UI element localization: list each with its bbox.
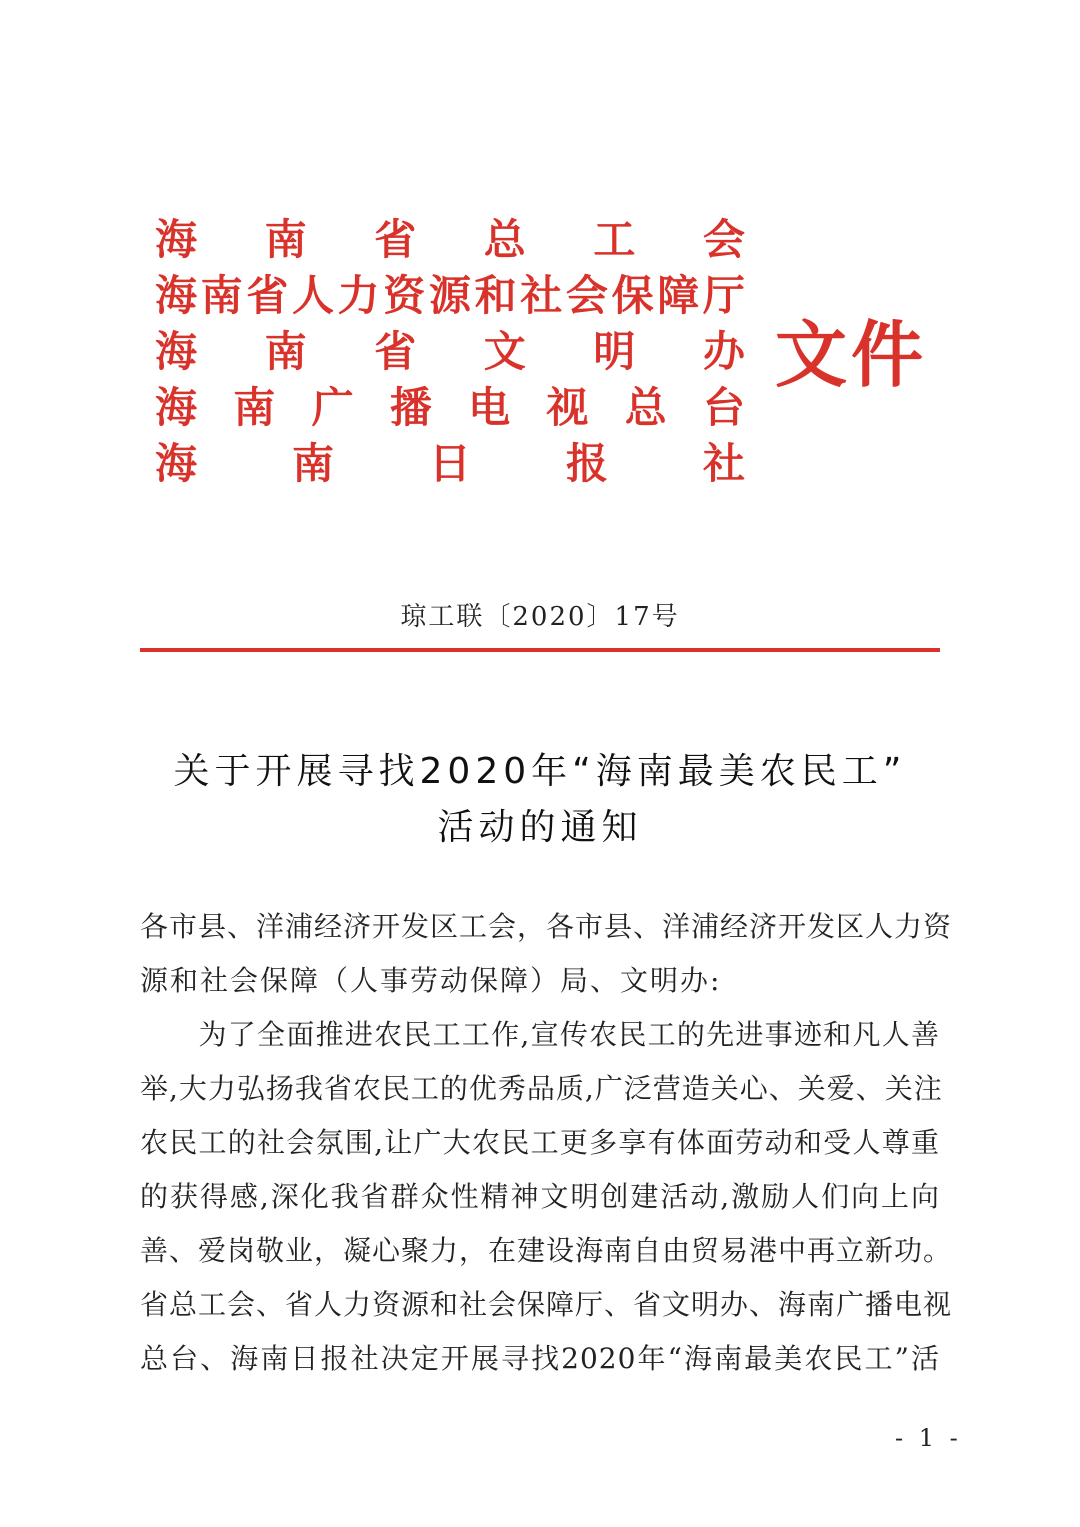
document-number: 琼工联〔2020〕17号 — [400, 602, 680, 632]
issuer-char: 南 — [264, 215, 307, 264]
issuer-char: 南 — [291, 439, 334, 488]
issuer-char: 广 — [311, 383, 354, 432]
document-type-label: 文件 — [775, 312, 928, 397]
issuer-char: 海 — [155, 383, 198, 432]
issuer-char: 和 — [474, 271, 517, 320]
issuer-char: 台 — [702, 383, 745, 432]
issuer-char: 南 — [233, 383, 276, 432]
issuer-char: 播 — [389, 383, 432, 432]
issuer-char: 海 — [155, 439, 198, 488]
issuer-char: 报 — [565, 439, 608, 488]
issuer-char: 会 — [702, 215, 745, 264]
body-line: 举,大力弘扬我省农民工的优秀品质,广泛营造关心、关爱、关注 — [140, 1072, 943, 1105]
issuer-char: 力 — [337, 271, 380, 320]
red-divider — [140, 648, 940, 652]
issuer-line-2 — [155, 268, 745, 324]
issuer-char: 文 — [483, 327, 526, 376]
issuer-char: 省 — [374, 215, 417, 264]
issuer-char: 工 — [593, 215, 636, 264]
body-line: 总台、海南日报社决定开展寻找2020年“海南最美农民工”活 — [140, 1342, 940, 1375]
issuer-char: 社 — [520, 271, 563, 320]
issuer-line-3 — [155, 324, 745, 380]
body-line: 农民工的社会氛围,让广大农民工更多享有体面劳动和受人尊重 — [140, 1126, 940, 1159]
document-title — [0, 744, 1080, 856]
issuer-char: 源 — [428, 271, 471, 320]
issuer-char: 海 — [155, 327, 198, 376]
title-line-1: 关于开展寻找2020年“海南最美农民工” — [173, 751, 907, 792]
body-line: 省总工会、省人力资源和社会保障厅、省文明办、海南广播电视 — [140, 1288, 953, 1321]
issuer-char: 明 — [593, 327, 636, 376]
issuer-char: 海 — [155, 271, 198, 320]
page-number: - 1 - — [895, 1424, 962, 1452]
document-body — [140, 900, 953, 1386]
issuer-line-4 — [155, 380, 745, 436]
issuer-char: 资 — [383, 271, 426, 320]
issuer-char: 省 — [374, 327, 417, 376]
issuer-line-5 — [155, 436, 745, 492]
body-line: 源和社会保障（人事劳动保障）局、文明办: — [140, 964, 722, 997]
issuer-char: 总 — [483, 215, 526, 264]
issuer-char: 视 — [546, 383, 589, 432]
issuer-char: 省 — [246, 271, 289, 320]
issuer-char: 电 — [468, 383, 511, 432]
issuer-char: 日 — [428, 439, 471, 488]
issuer-char: 保 — [611, 271, 654, 320]
issuer-char: 总 — [624, 383, 667, 432]
issuer-char: 海 — [155, 215, 198, 264]
title-line-2: 活动的通知 — [437, 807, 643, 848]
issuer-char: 厅 — [702, 271, 745, 320]
issuer-char: 障 — [657, 271, 700, 320]
issuer-char: 办 — [702, 327, 745, 376]
issuer-line-1 — [155, 212, 745, 268]
body-line: 善、爱岗敬业，凝心聚力，在建设海南自由贸易港中再立新功。 — [140, 1234, 953, 1267]
issuer-char: 社 — [702, 439, 745, 488]
issuer-char: 南 — [264, 327, 307, 376]
body-line: 的获得感,深化我省群众性精神文明创建活动,激励人们向上向 — [140, 1180, 940, 1213]
body-line: 为了全面推进农民工工作,宣传农民工的先进事迹和凡人善 — [140, 1018, 940, 1051]
issuer-char: 会 — [565, 271, 608, 320]
issuer-char: 人 — [291, 271, 334, 320]
issuer-char: 南 — [200, 271, 243, 320]
issuer-block — [155, 212, 745, 492]
body-line: 各市县、洋浦经济开发区工会，各市县、洋浦经济开发区人力资 — [140, 910, 953, 943]
